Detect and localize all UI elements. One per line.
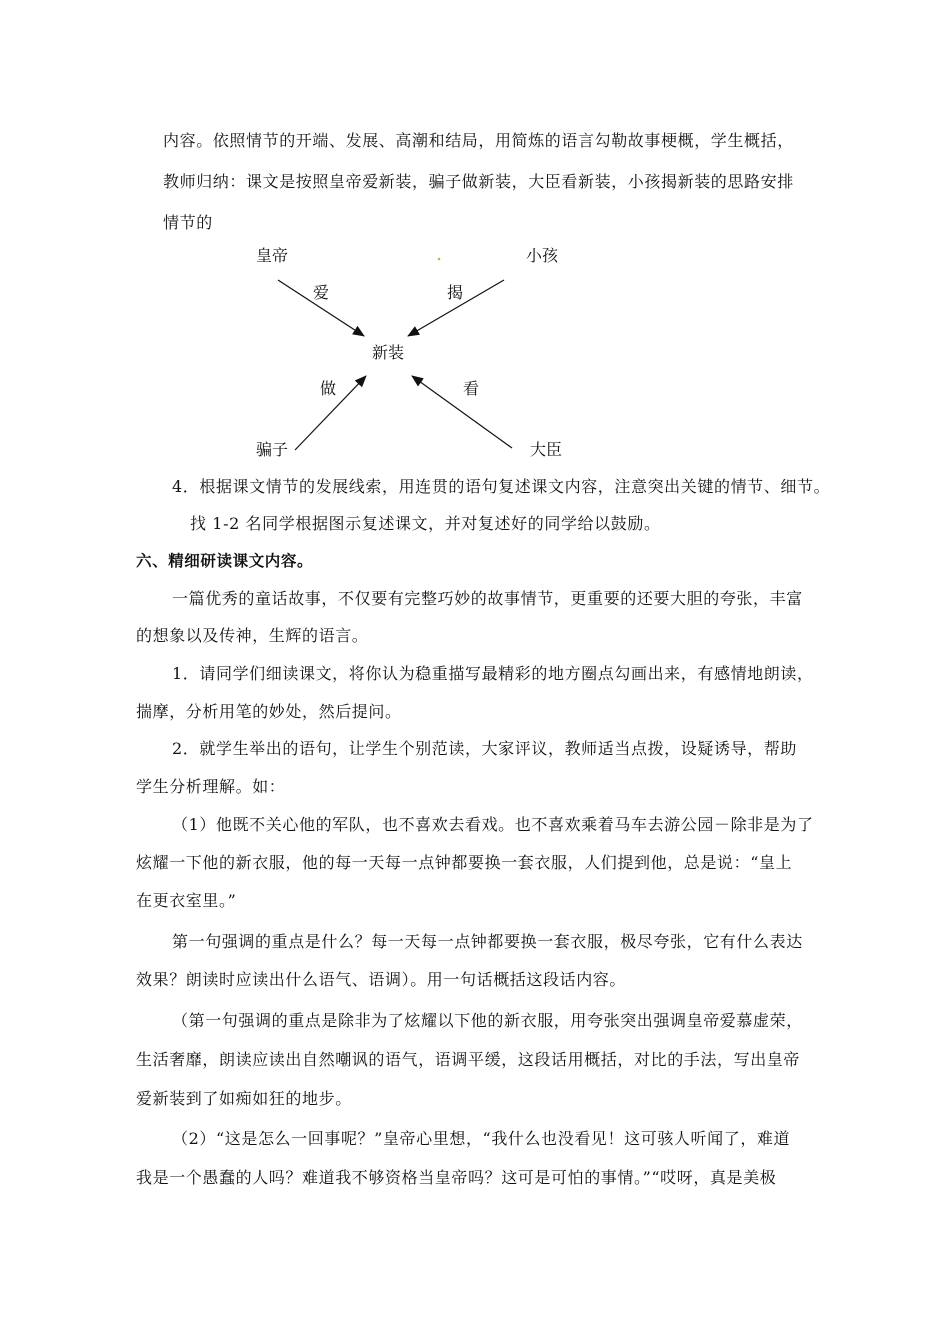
section6-heading: 六、精细研读课文内容。	[136, 552, 314, 570]
section6-p5-line-3: 爱新装到了如痴如狂的地步。	[136, 1089, 352, 1108]
section6-quote1-line-1: （1）他既不关心他的军队，也不喜欢去看戏。也不喜欢乘着马车去游公园－除非是为了	[172, 815, 814, 834]
section6-p1-line-1: 一篇优秀的童话故事，不仅要有完整巧妙的故事情节，更重要的还要大胆的夸张，丰富	[172, 589, 803, 608]
diagram-node-swindler: 骗子	[256, 440, 289, 459]
section6-p4-line-2: 效果？朗读时应读出什么语气、语调）。用一句话概括这段话内容。	[136, 970, 627, 989]
diagram-node-new-clothes: 新装	[372, 343, 405, 362]
section6-p3-line-1: 2．就学生举出的语句，让学生个别范读，大家评议，教师适当点拨，设疑诱导，帮助	[172, 739, 797, 758]
section6-p3-line-2: 学生分析理解。如：	[136, 777, 286, 796]
arrow-minister-to-clothes	[412, 376, 512, 448]
speck-mark	[438, 258, 441, 261]
section6-p1-line-2: 的想象以及传神，生辉的语言。	[136, 626, 369, 645]
section6-quote2-line-2: 我是一个愚蠢的人吗？难道我不够资格当皇帝吗？这可是可怕的事情。”“哎呀，真是美极	[136, 1168, 777, 1187]
intro-line-2: 教师归纳：课文是按照皇帝爱新装，骗子做新装，大臣看新装，小孩揭新装的思路安排	[163, 172, 794, 191]
diagram-node-child: 小孩	[526, 246, 559, 265]
section6-quote1-line-3: 在更衣室里。”	[136, 891, 237, 910]
section6-p2-line-2: 揣摩，分析用笔的妙处，然后提问。	[136, 702, 402, 721]
item4-line-1: 4．根据课文情节的发展线索，用连贯的语句复述课文内容，注意突出关键的情节、细节。	[172, 477, 831, 496]
diagram-node-emperor: 皇帝	[256, 246, 289, 265]
section6-quote2-line-1: （2）“这是怎么一回事呢？”皇帝心里想，“我什么也没看见！这可骇人听闻了，难道	[172, 1129, 791, 1148]
intro-line-3: 情节的	[163, 213, 213, 232]
section6-quote1-line-2: 炫耀一下他的新衣服，他的每一天每一点钟都要换一套衣服，人们提到他，总是说：“皇上	[136, 853, 793, 872]
diagram-node-minister: 大臣	[530, 440, 563, 459]
section6-p5-line-2: 生活奢靡，朗读应读出自然嘲讽的语气，语调平缓，这段话用概括，对比的手法，写出皇帝	[136, 1050, 801, 1069]
section6-p4-line-1: 第一句强调的重点是什么？每一天每一点钟都要换一套衣服，极尽夸张，它有什么表达	[172, 932, 803, 951]
diagram-verb-look: 看	[463, 379, 480, 398]
section6-p5-line-1: （第一句强调的重点是除非为了炫耀以下他的新衣服，用夸张突出强调皇帝爱慕虚荣，	[172, 1011, 803, 1030]
diagram-verb-make: 做	[320, 379, 337, 398]
diagram-verb-reveal: 揭	[447, 283, 464, 302]
item4-line-2: 找 1-2 名同学根据图示复述课文，并对复述好的同学给以鼓励。	[190, 514, 661, 533]
diagram-verb-love: 爱	[313, 283, 330, 302]
intro-line-1: 内容。依照情节的开端、发展、高潮和结局，用简炼的语言勾勒故事梗概，学生概括，	[163, 131, 794, 150]
section6-p2-line-1: 1．请同学们细读课文，将你认为稳重描写最精彩的地方圈点勾画出来，有感情地朗读，	[172, 664, 814, 683]
